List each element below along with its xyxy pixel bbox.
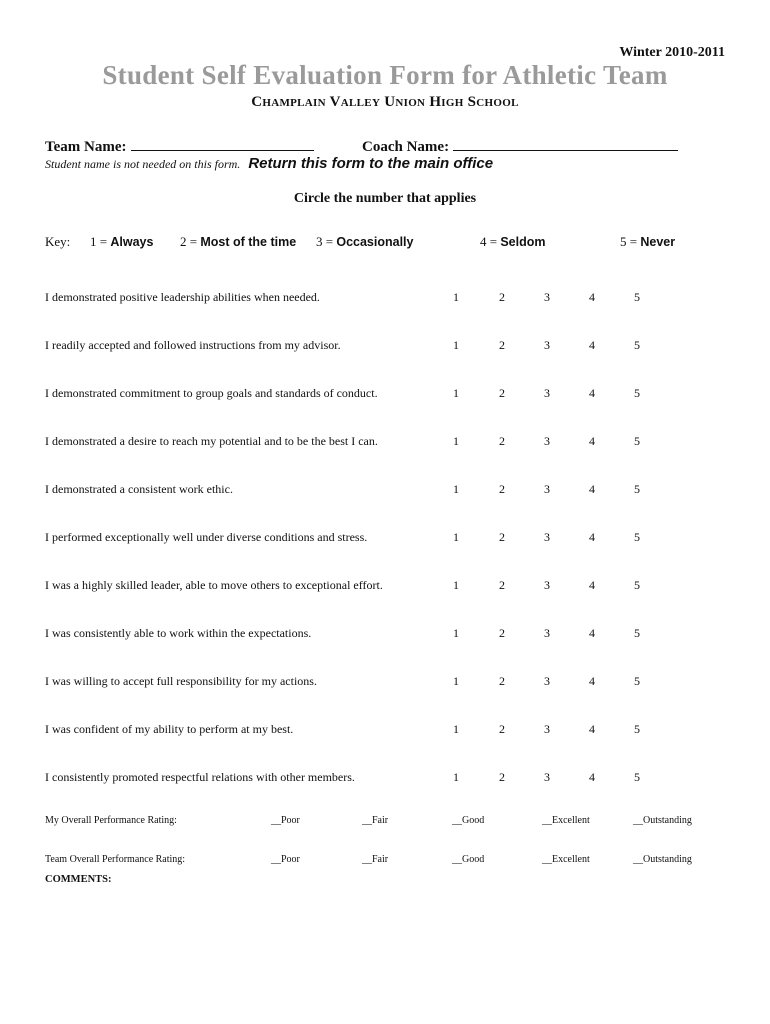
rating-choice-3[interactable]: 3 <box>544 674 550 688</box>
rating-choice-5[interactable]: 5 <box>634 578 640 592</box>
rating-choice-3[interactable]: 3 <box>544 722 550 736</box>
return-instruction: Return this form to the main office <box>248 155 494 172</box>
rating-choice-5[interactable]: 5 <box>634 482 640 496</box>
rating-choice-2[interactable]: 2 <box>499 338 505 352</box>
statement-text: I was confident of my ability to perform at my best. <box>45 722 294 736</box>
rating-choice-3[interactable]: 3 <box>544 482 550 496</box>
rating-choice-4[interactable]: 4 <box>589 530 595 544</box>
rating-choice-1[interactable]: 1 <box>453 434 459 448</box>
key-item: 2 = Most of the time <box>180 234 297 249</box>
rating-option[interactable]: __Good <box>452 854 485 865</box>
rating-choice-4[interactable]: 4 <box>589 482 595 496</box>
rating-choice-1[interactable]: 1 <box>453 482 459 496</box>
rating-choice-2[interactable]: 2 <box>499 578 505 592</box>
statement-text: I demonstrated positive leadership abilities when needed. <box>45 290 320 304</box>
comments-label: COMMENTS: <box>45 874 112 885</box>
rating-option[interactable]: __Excellent <box>542 854 590 865</box>
statement-text: I was consistently able to work within the expectations. <box>45 626 312 640</box>
rating-choice-1[interactable]: 1 <box>453 578 459 592</box>
statement-text: I performed exceptionally well under diverse conditions and stress. <box>45 530 368 544</box>
coach-name-line[interactable] <box>453 136 678 151</box>
rating-option[interactable]: __Fair <box>362 854 389 865</box>
rating-choice-3[interactable]: 3 <box>544 770 550 784</box>
rating-choice-3[interactable]: 3 <box>544 290 550 304</box>
rating-choice-3[interactable]: 3 <box>544 386 550 400</box>
rating-option[interactable]: __Outstanding <box>633 854 692 865</box>
rating-choice-5[interactable]: 5 <box>634 338 640 352</box>
rating-choice-4[interactable]: 4 <box>589 578 595 592</box>
key-item: 3 = Occasionally <box>316 234 414 249</box>
rating-choice-5[interactable]: 5 <box>634 722 640 736</box>
instructions: Circle the number that applies <box>293 191 477 206</box>
rating-choice-5[interactable]: 5 <box>634 626 640 640</box>
rating-option[interactable]: __Poor <box>271 815 300 826</box>
statement-text: I was willing to accept full responsibility for my actions. <box>45 674 317 688</box>
rating-choice-2[interactable]: 2 <box>499 770 505 784</box>
rating-choice-4[interactable]: 4 <box>589 338 595 352</box>
rating-choice-5[interactable]: 5 <box>634 530 640 544</box>
term-label: Winter 2010-2011 <box>619 45 725 60</box>
rating-option[interactable]: __Poor <box>271 854 300 865</box>
key-label: Key: <box>45 234 71 249</box>
school-name: Champlain Valley Union High School <box>251 94 519 110</box>
rating-choice-2[interactable]: 2 <box>499 674 505 688</box>
rating-choice-3[interactable]: 3 <box>544 578 550 592</box>
rating-label: My Overall Performance Rating: <box>45 815 177 826</box>
rating-option[interactable]: __Fair <box>362 815 389 826</box>
rating-choice-4[interactable]: 4 <box>589 770 595 784</box>
statement-text: I demonstrated a desire to reach my potential and to be the best I can. <box>45 434 378 448</box>
rating-choice-3[interactable]: 3 <box>544 626 550 640</box>
rating-choice-1[interactable]: 1 <box>453 770 459 784</box>
student-name-note: Student name is not needed on this form. <box>45 157 241 171</box>
rating-choice-5[interactable]: 5 <box>634 674 640 688</box>
rating-option[interactable]: __Outstanding <box>633 815 692 826</box>
rating-label: Team Overall Performance Rating: <box>45 854 186 865</box>
rating-choice-5[interactable]: 5 <box>634 770 640 784</box>
rating-choice-1[interactable]: 1 <box>453 722 459 736</box>
rating-choice-1[interactable]: 1 <box>453 626 459 640</box>
key-item: 1 = Always <box>90 234 154 249</box>
rating-choice-4[interactable]: 4 <box>589 626 595 640</box>
form-title: Student Self Evaluation Form for Athletic Team <box>102 60 668 90</box>
rating-choice-1[interactable]: 1 <box>453 290 459 304</box>
rating-choice-1[interactable]: 1 <box>453 386 459 400</box>
statement-text: I readily accepted and followed instructions from my advisor. <box>45 338 341 352</box>
coach-name-label: Coach Name: <box>362 139 450 155</box>
rating-option[interactable]: __Good <box>452 815 485 826</box>
rating-choice-2[interactable]: 2 <box>499 530 505 544</box>
statement-text: I demonstrated a consistent work ethic. <box>45 482 233 496</box>
rating-choice-2[interactable]: 2 <box>499 290 505 304</box>
statement-text: I was a highly skilled leader, able to move others to exceptional effort. <box>45 578 383 592</box>
rating-choice-1[interactable]: 1 <box>453 338 459 352</box>
rating-choice-4[interactable]: 4 <box>589 722 595 736</box>
coach-name-field[interactable] <box>362 136 678 156</box>
rating-option[interactable]: __Excellent <box>542 815 590 826</box>
rating-choice-1[interactable]: 1 <box>453 674 459 688</box>
rating-choice-3[interactable]: 3 <box>544 338 550 352</box>
rating-choice-4[interactable]: 4 <box>589 386 595 400</box>
key-item: 4 = Seldom <box>480 234 546 249</box>
rating-choice-3[interactable]: 3 <box>544 530 550 544</box>
rating-choice-2[interactable]: 2 <box>499 386 505 400</box>
rating-choice-4[interactable]: 4 <box>589 674 595 688</box>
rating-choice-5[interactable]: 5 <box>634 290 640 304</box>
team-name-label: Team Name: <box>45 139 127 155</box>
rating-choice-4[interactable]: 4 <box>589 290 595 304</box>
rating-choice-5[interactable]: 5 <box>634 434 640 448</box>
team-name-field[interactable] <box>45 136 314 156</box>
rating-choice-4[interactable]: 4 <box>589 434 595 448</box>
rating-choice-1[interactable]: 1 <box>453 530 459 544</box>
statement-text: I demonstrated commitment to group goals and standards of conduct. <box>45 386 378 400</box>
statement-text: I consistently promoted respectful relations with other members. <box>45 770 355 784</box>
rating-choice-2[interactable]: 2 <box>499 626 505 640</box>
rating-choice-2[interactable]: 2 <box>499 482 505 496</box>
rating-choice-3[interactable]: 3 <box>544 434 550 448</box>
key-item: 5 = Never <box>620 234 676 249</box>
rating-choice-5[interactable]: 5 <box>634 386 640 400</box>
note-line <box>45 155 493 173</box>
rating-choice-2[interactable]: 2 <box>499 434 505 448</box>
rating-choice-2[interactable]: 2 <box>499 722 505 736</box>
team-name-line[interactable] <box>131 136 314 151</box>
